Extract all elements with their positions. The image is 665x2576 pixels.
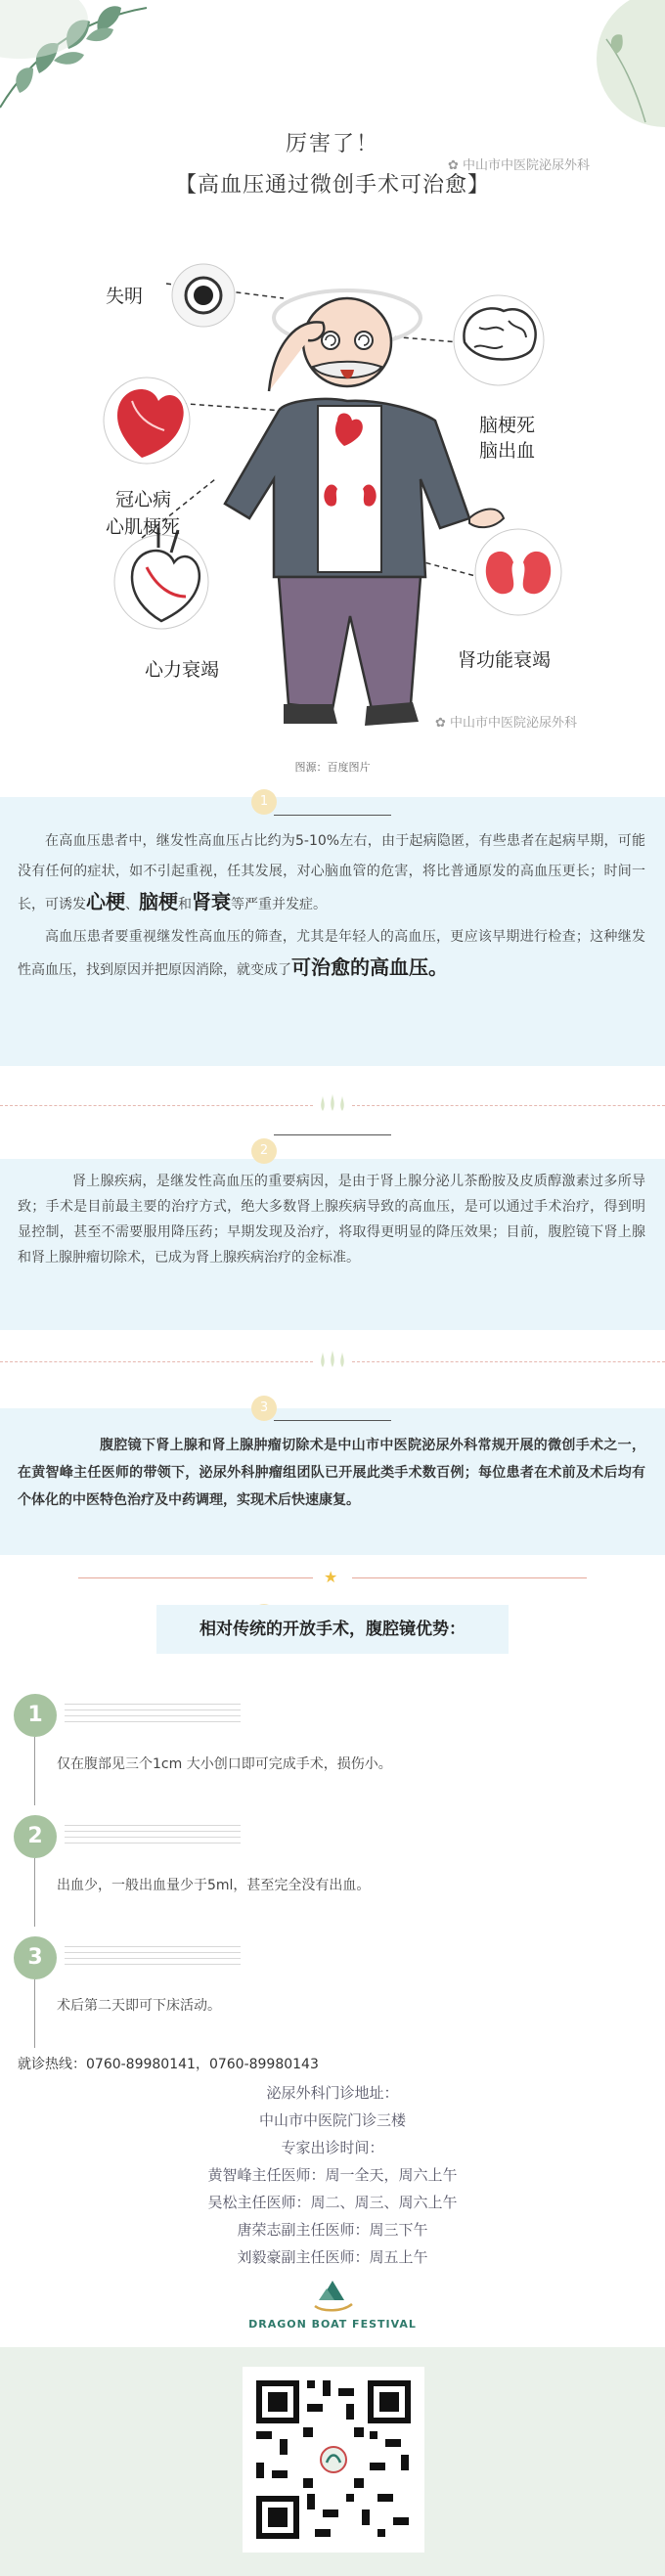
step-connector: [34, 1737, 35, 1805]
doctor-schedule: 刘毅豪副主任医师：周五上午: [237, 2248, 428, 2266]
wechat-icon: ✿: [435, 716, 451, 731]
advantages-heading: 相对传统的开放手术，腹腔镜优势：: [156, 1605, 509, 1654]
label-cerebral-hemorrhage: 脑出血: [479, 440, 536, 462]
divider-right: [352, 1577, 587, 1578]
doctor-schedule: 黄智峰主任医师：周一全天，周六上午: [207, 2166, 458, 2184]
doctor-schedule: 唐荣志副主任医师：周三下午: [237, 2221, 428, 2239]
step-text: 仅在腹部见三个1cm 大小创口即可完成手术，损伤小。: [57, 1756, 392, 1772]
label-blindness: 失明: [106, 286, 144, 307]
step-number: 3: [14, 1936, 57, 1979]
step-number: 1: [14, 1694, 57, 1737]
doctor-schedule: 吴松主任医师：周二、周三、周六上午: [207, 2194, 458, 2211]
dashed-divider-left: [0, 1105, 313, 1106]
section-1: [0, 794, 665, 1066]
section-1-para-1: 在高血压患者中，继发性高血压占比约为5-10%左右，由于起病隐匿，有些患者在起病早期，可能没有任何的症状，如不引起重视，任其发展，对心脑血管的危害，将比普通原发的高血压更长；时间一长，可诱发心梗、脑梗和肾衰等严重并发症。: [18, 833, 645, 913]
label-cerebral-infarction: 脑梗死: [479, 415, 536, 436]
qr-code-image: [243, 2367, 424, 2553]
dashed-divider-right: [352, 1361, 665, 1362]
section-number: 3: [251, 1396, 277, 1421]
section-2-para: 肾上腺疾病，是继发性高血压的重要病因，是由于肾上腺分泌儿茶酚胺及皮质醇激素过多所导致；手术是目前最主要的治疗方式，绝大多数肾上腺疾病导致的高血压，是可以通过手术治疗，得到明显控制，甚至不需要服用降压药；早期发现及治疗，将取得更明显的降压效果；目前，腹腔镜下肾上腺和肾上腺肿瘤切除术，已成为肾上腺疾病治疗的金标准。: [18, 1174, 645, 1266]
droplet-icon: [313, 1093, 352, 1113]
divider-line: [274, 815, 391, 816]
droplet-icon: [313, 1350, 352, 1369]
contact-info: [0, 2079, 665, 2271]
illustration-watermark: ✿ 中山市中医院泌尿外科: [435, 716, 578, 731]
dragon-boat-text: DRAGON BOAT FESTIVAL: [248, 2318, 417, 2331]
divider-left: [78, 1577, 313, 1578]
section-number: 1: [251, 789, 277, 815]
label-myocardial-infarction: 心肌梗死: [106, 516, 181, 538]
wechat-icon: ✿: [448, 158, 464, 173]
clinic-address: 中山市中医院门诊三楼: [258, 2111, 406, 2129]
step-connector: [34, 1979, 35, 2048]
leaf-branch-decoration: [0, 0, 196, 117]
step-number: 2: [14, 1815, 57, 1858]
schedule-label: 专家出诊时间：: [281, 2139, 384, 2156]
qr-code[interactable]: [243, 2367, 424, 2553]
section-1-para-2: 高血压患者要重视继发性高血压的筛查，尤其是年轻人的高血压，更应该早期进行检查；这种继发性高血压，找到原因并把原因消除，就变成了可治愈的高血压。: [18, 929, 645, 979]
section-number: 2: [251, 1138, 277, 1164]
dashed-divider-left: [0, 1361, 313, 1362]
dragon-boat-logo: [303, 2279, 362, 2316]
step-deco-lines: [65, 1825, 241, 1848]
label-kidney-failure: 肾功能衰竭: [458, 649, 552, 671]
divider-line: [274, 1420, 391, 1421]
star-icon: ★: [324, 1568, 338, 1586]
step-deco-lines: [65, 1704, 241, 1727]
section-3-para: 腹腔镜下肾上腺和肾上腺肿瘤切除术是中山市中医院泌尿外科常规开展的微创手术之一，在黄智峰主任医师的带领下，泌尿外科肿瘤组团队已开展此类手术数百例；每位患者在术前及术后均有个体化的中医特色治疗及中药调理，实现术后快速康复。: [18, 1438, 645, 1508]
title-line-1: 厉害了！: [285, 132, 379, 156]
step-text: 出血少，一般出血量少于5ml，甚至完全没有出血。: [57, 1878, 371, 1893]
label-coronary-disease: 冠心病: [115, 489, 172, 511]
image-caption: 图源：百度图片: [294, 761, 371, 774]
step-deco-lines: [65, 1946, 241, 1970]
section-3: [0, 1400, 665, 1555]
step-connector: [34, 1858, 35, 1927]
title-line-2: 【高血压通过微创手术可治愈】: [174, 173, 490, 198]
divider-line: [274, 1134, 391, 1135]
watermark: ✿ 中山市中医院泌尿外科: [448, 158, 591, 173]
clinic-label: 泌尿外科门诊地址：: [266, 2084, 399, 2102]
hotline: 就诊热线：0760-89980141，0760-89980143: [18, 2057, 319, 2072]
green-blob-decoration: [577, 0, 665, 127]
step-text: 术后第二天即可下床活动。: [57, 1998, 221, 2014]
dashed-divider-right: [352, 1105, 665, 1106]
section-2: [0, 1143, 665, 1330]
label-heart-failure: 心力衰竭: [145, 659, 220, 681]
